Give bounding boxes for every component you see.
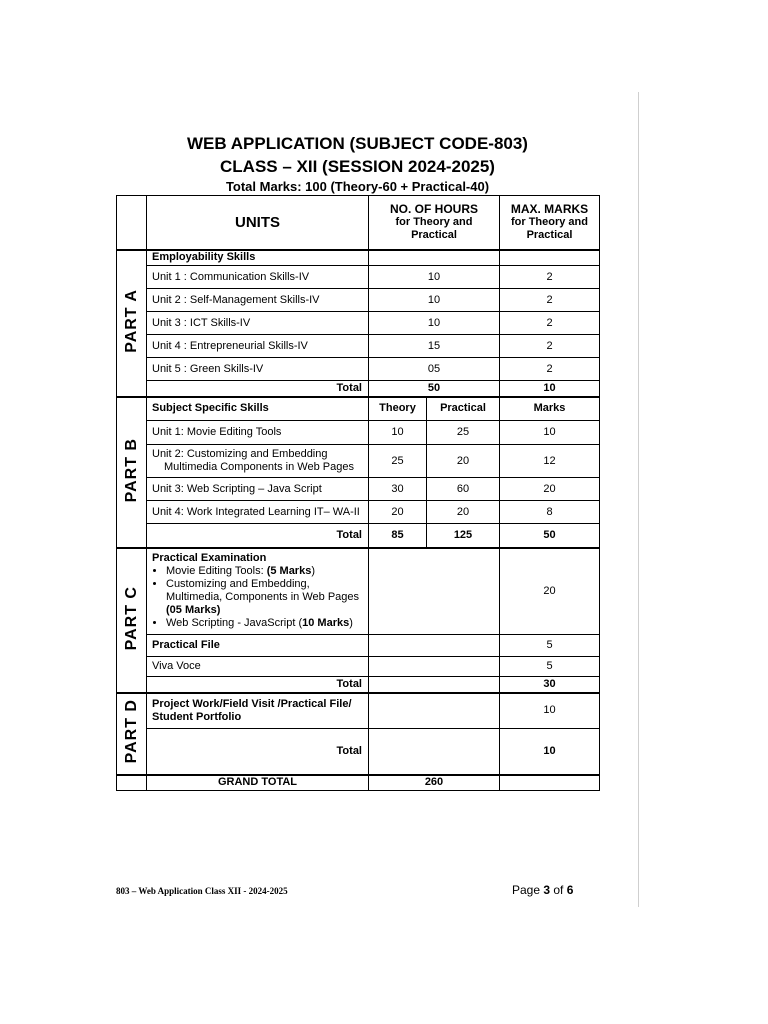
total-marks: 10 bbox=[500, 381, 600, 397]
part-a-total-row bbox=[117, 381, 600, 397]
unit-name: Unit 4: Work Integrated Learning IT– WA-II bbox=[147, 501, 369, 524]
unit-hours: 05 bbox=[369, 358, 500, 381]
page-edge-line bbox=[638, 92, 639, 907]
table-row bbox=[117, 266, 600, 289]
unit-name: Unit 3 : ICT Skills-IV bbox=[147, 312, 369, 335]
unit-theory: 25 bbox=[369, 445, 427, 478]
part-c-total-row bbox=[117, 677, 600, 693]
part-b-total-row bbox=[117, 524, 600, 548]
part-d-total-row bbox=[117, 729, 600, 775]
list-item: • Web Scripting - JavaScript (10 Marks) bbox=[166, 617, 363, 630]
table-row bbox=[117, 335, 600, 358]
practical-exam-cell bbox=[147, 548, 369, 635]
practical-exam-list bbox=[152, 565, 363, 630]
unit-hours: 10 bbox=[369, 312, 500, 335]
part-a-label: PART A bbox=[123, 289, 140, 353]
part-a-cell bbox=[117, 250, 147, 397]
unit-name: Unit 1: Movie Editing Tools bbox=[147, 421, 369, 445]
total-marks: 30 bbox=[500, 677, 600, 693]
unit-practical: 60 bbox=[427, 478, 500, 501]
unit-name: Unit 3: Web Scripting – Java Script bbox=[147, 478, 369, 501]
unit-hours: 15 bbox=[369, 335, 500, 358]
total-marks: 50 bbox=[500, 524, 600, 548]
marks-header-sub: for Theory and Practical bbox=[510, 215, 588, 241]
unit-marks: 12 bbox=[500, 445, 600, 478]
table-row bbox=[117, 445, 600, 478]
total-hours: 50 bbox=[369, 381, 500, 397]
total-marks: 10 bbox=[500, 729, 600, 775]
unit-name-line: Multimedia Components in Web Pages bbox=[164, 461, 354, 473]
part-b-cell bbox=[117, 397, 147, 548]
unit-marks: 20 bbox=[500, 478, 600, 501]
unit-marks: 2 bbox=[500, 266, 600, 289]
unit-marks: 2 bbox=[500, 289, 600, 312]
practical-exam-marks: 20 bbox=[500, 548, 600, 635]
unit-practical: 25 bbox=[427, 421, 500, 445]
practical-file-label: Practical File bbox=[147, 635, 369, 657]
unit-hours: 10 bbox=[369, 266, 500, 289]
total-theory: 85 bbox=[369, 524, 427, 548]
part-d-label: PART D bbox=[123, 699, 140, 764]
part-b-heading: Subject Specific Skills bbox=[147, 397, 369, 421]
unit-name: Unit 5 : Green Skills-IV bbox=[147, 358, 369, 381]
list-item: • Movie Editing Tools: (5 Marks) bbox=[166, 565, 363, 578]
unit-name bbox=[147, 445, 369, 478]
theory-header: Theory bbox=[369, 397, 427, 421]
part-d-cell bbox=[117, 693, 147, 775]
practical-file-marks: 5 bbox=[500, 635, 600, 657]
footer-document-name: 803 – Web Application Class XII - 2024-2025 bbox=[116, 886, 288, 896]
grand-total-label: GRAND TOTAL bbox=[147, 775, 369, 791]
total-marks-line: Total Marks: 100 (Theory-60 + Practical-40) bbox=[225, 179, 490, 194]
project-work-marks: 10 bbox=[500, 693, 600, 729]
unit-name: Unit 1 : Communication Skills-IV bbox=[147, 266, 369, 289]
class-session: CLASS – XII (SESSION 2024-2025) bbox=[220, 157, 495, 176]
marks-subheader: Marks bbox=[500, 397, 600, 421]
unit-hours: 10 bbox=[369, 289, 500, 312]
marks-header-title: MAX. MARKS bbox=[510, 201, 589, 216]
part-c-cell bbox=[117, 548, 147, 693]
hours-header-sub: for Theory and Practical bbox=[395, 215, 473, 241]
table-row bbox=[117, 312, 600, 335]
table-row bbox=[117, 478, 600, 501]
units-header: UNITS bbox=[147, 196, 369, 250]
table-row bbox=[117, 421, 600, 445]
part-b-label: PART B bbox=[123, 437, 140, 503]
hours-header bbox=[369, 196, 500, 250]
part-header-cell bbox=[117, 196, 147, 250]
unit-theory: 20 bbox=[369, 501, 427, 524]
unit-theory: 10 bbox=[369, 421, 427, 445]
table-row bbox=[117, 289, 600, 312]
total-label: Total bbox=[147, 677, 369, 693]
unit-theory: 30 bbox=[369, 478, 427, 501]
unit-practical: 20 bbox=[427, 445, 500, 478]
unit-name: Unit 2 : Self-Management Skills-IV bbox=[147, 289, 369, 312]
unit-marks: 2 bbox=[500, 358, 600, 381]
document-title: WEB APPLICATION (SUBJECT CODE-803) bbox=[187, 134, 528, 153]
total-label: Total bbox=[147, 381, 369, 397]
total-practical: 125 bbox=[427, 524, 500, 548]
table-row bbox=[117, 548, 600, 635]
unit-marks: 2 bbox=[500, 335, 600, 358]
hours-header-title: NO. OF HOURS bbox=[389, 201, 478, 216]
total-label: Total bbox=[147, 729, 369, 775]
practical-header: Practical bbox=[427, 397, 500, 421]
grand-total-row bbox=[117, 775, 600, 791]
project-work-label: Project Work/Field Visit /Practical File/ Student Portfolio bbox=[147, 693, 369, 729]
unit-practical: 20 bbox=[427, 501, 500, 524]
table-row bbox=[117, 250, 600, 266]
unit-name-line: Unit 2: Customizing and Embedding bbox=[152, 448, 328, 460]
part-c-label: PART C bbox=[123, 585, 140, 651]
grand-total-marks bbox=[500, 775, 600, 791]
table-row bbox=[117, 501, 600, 524]
table-row bbox=[117, 657, 600, 677]
table-row bbox=[117, 693, 600, 729]
practical-exam-heading: Practical Examination bbox=[152, 552, 267, 565]
unit-marks: 2 bbox=[500, 312, 600, 335]
page-number: Page 3 of 6 bbox=[512, 883, 574, 897]
part-a-heading: Employability Skills bbox=[147, 250, 369, 266]
viva-label: Viva Voce bbox=[147, 657, 369, 677]
unit-name: Unit 4 : Entrepreneurial Skills-IV bbox=[147, 335, 369, 358]
syllabus-table bbox=[116, 195, 600, 791]
viva-marks: 5 bbox=[500, 657, 600, 677]
total-label: Total bbox=[147, 524, 369, 548]
marks-header bbox=[500, 196, 600, 250]
table-row bbox=[117, 635, 600, 657]
grand-total-hours: 260 bbox=[369, 775, 500, 791]
list-item: • Customizing and Embedding, Multimedia, Components in Web Pages (05 Marks) bbox=[166, 578, 363, 617]
unit-marks: 10 bbox=[500, 421, 600, 445]
table-row bbox=[117, 397, 600, 421]
table-header-row bbox=[117, 196, 600, 250]
table-row bbox=[117, 358, 600, 381]
unit-marks: 8 bbox=[500, 501, 600, 524]
